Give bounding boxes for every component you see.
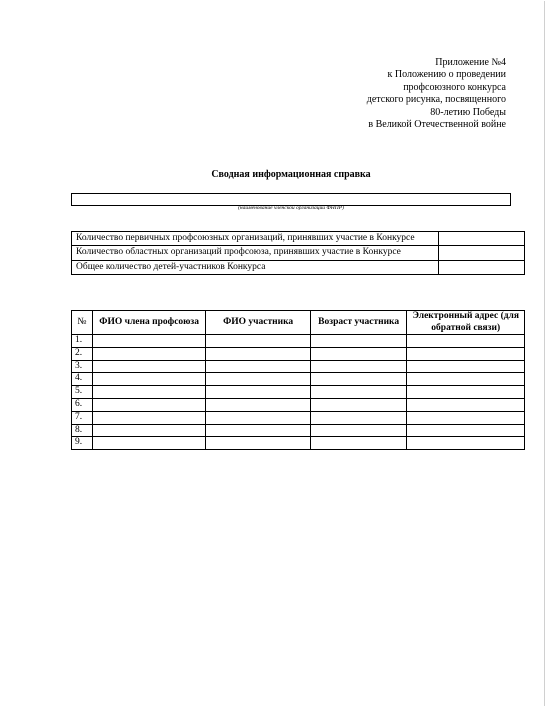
row-number: 3. <box>72 360 93 373</box>
email-cell[interactable] <box>407 437 525 450</box>
participant-name-cell[interactable] <box>206 360 311 373</box>
participant-age-cell[interactable] <box>310 360 407 373</box>
document-title: Сводная информационная справка <box>211 169 371 180</box>
appendix-line: 80-летию Победы <box>430 106 506 118</box>
column-header-participant-name: ФИО участника <box>206 311 311 335</box>
info-value-cell[interactable] <box>439 260 525 274</box>
email-cell[interactable] <box>407 373 525 386</box>
appendix-line: детского рисунка, посвященного <box>366 94 506 106</box>
participant-name-cell[interactable] <box>206 411 311 424</box>
participant-name-cell[interactable] <box>206 386 311 399</box>
participant-age-cell[interactable] <box>310 424 407 437</box>
email-cell[interactable] <box>407 347 525 360</box>
table-row <box>72 232 525 246</box>
row-number: 4. <box>72 373 93 386</box>
participant-name-cell[interactable] <box>206 373 311 386</box>
email-cell[interactable] <box>407 411 525 424</box>
participant-age-cell[interactable] <box>310 373 407 386</box>
member-name-cell[interactable] <box>92 347 205 360</box>
appendix-line: профсоюзного конкурса <box>403 81 506 93</box>
member-name-cell[interactable] <box>92 335 205 348</box>
member-name-cell[interactable] <box>92 424 205 437</box>
member-name-cell[interactable] <box>92 398 205 411</box>
table-row <box>72 246 525 260</box>
participant-age-cell[interactable] <box>310 386 407 399</box>
participant-age-cell[interactable] <box>310 437 407 450</box>
participants-table-body <box>72 335 525 450</box>
appendix-line: Приложение №4 <box>435 57 506 68</box>
email-cell[interactable] <box>407 360 525 373</box>
participant-name-cell[interactable] <box>206 347 311 360</box>
table-header-row <box>72 311 525 335</box>
participant-age-cell[interactable] <box>310 347 407 360</box>
appendix-header <box>367 57 506 131</box>
row-number: 1. <box>72 335 93 348</box>
info-value-cell[interactable] <box>439 246 525 260</box>
appendix-line: к Положению о проведении <box>387 69 506 81</box>
member-name-cell[interactable] <box>92 373 205 386</box>
member-name-cell[interactable] <box>92 411 205 424</box>
participant-name-cell[interactable] <box>206 398 311 411</box>
table-row <box>72 424 525 437</box>
column-header-participant-age: Возраст участника <box>310 311 407 335</box>
column-header-email: Электронный адрес (для обратной связи) <box>407 311 525 335</box>
table-row <box>72 437 525 450</box>
info-value-cell[interactable] <box>439 232 525 246</box>
member-name-cell[interactable] <box>92 437 205 450</box>
participant-age-cell[interactable] <box>310 411 407 424</box>
participant-age-cell[interactable] <box>310 335 407 348</box>
row-number: 2. <box>72 347 93 360</box>
participant-name-cell[interactable] <box>206 424 311 437</box>
email-cell[interactable] <box>407 424 525 437</box>
table-row <box>72 386 525 399</box>
table-row <box>72 347 525 360</box>
summary-info-table <box>71 231 525 275</box>
table-row <box>72 411 525 424</box>
row-number: 7. <box>72 411 93 424</box>
appendix-line: в Великой Отечественной войне <box>368 119 506 131</box>
member-name-cell[interactable] <box>92 386 205 399</box>
row-number: 5. <box>72 386 93 399</box>
table-row <box>72 373 525 386</box>
info-label: Общее количество детей-участников Конкурса <box>72 260 439 274</box>
column-header-number: № <box>72 311 93 335</box>
member-name-cell[interactable] <box>92 360 205 373</box>
email-cell[interactable] <box>407 398 525 411</box>
table-row <box>72 360 525 373</box>
row-number: 8. <box>72 424 93 437</box>
organization-name-caption: (наименование членской организации ФНПР) <box>238 205 344 211</box>
info-label: Количество областных организаций профсоюза, принявших участие в Конкурсе <box>72 246 439 260</box>
participant-name-cell[interactable] <box>206 437 311 450</box>
participants-table <box>71 310 525 450</box>
info-label: Количество первичных профсоюзных организаций, принявших участие в Конкурсе <box>72 232 439 246</box>
email-cell[interactable] <box>407 335 525 348</box>
participant-age-cell[interactable] <box>310 398 407 411</box>
row-number: 6. <box>72 398 93 411</box>
row-number: 9. <box>72 437 93 450</box>
table-row <box>72 398 525 411</box>
table-row <box>72 260 525 274</box>
email-cell[interactable] <box>407 386 525 399</box>
column-header-member-name: ФИО члена профсоюза <box>92 311 205 335</box>
participant-name-cell[interactable] <box>206 335 311 348</box>
table-row <box>72 335 525 348</box>
